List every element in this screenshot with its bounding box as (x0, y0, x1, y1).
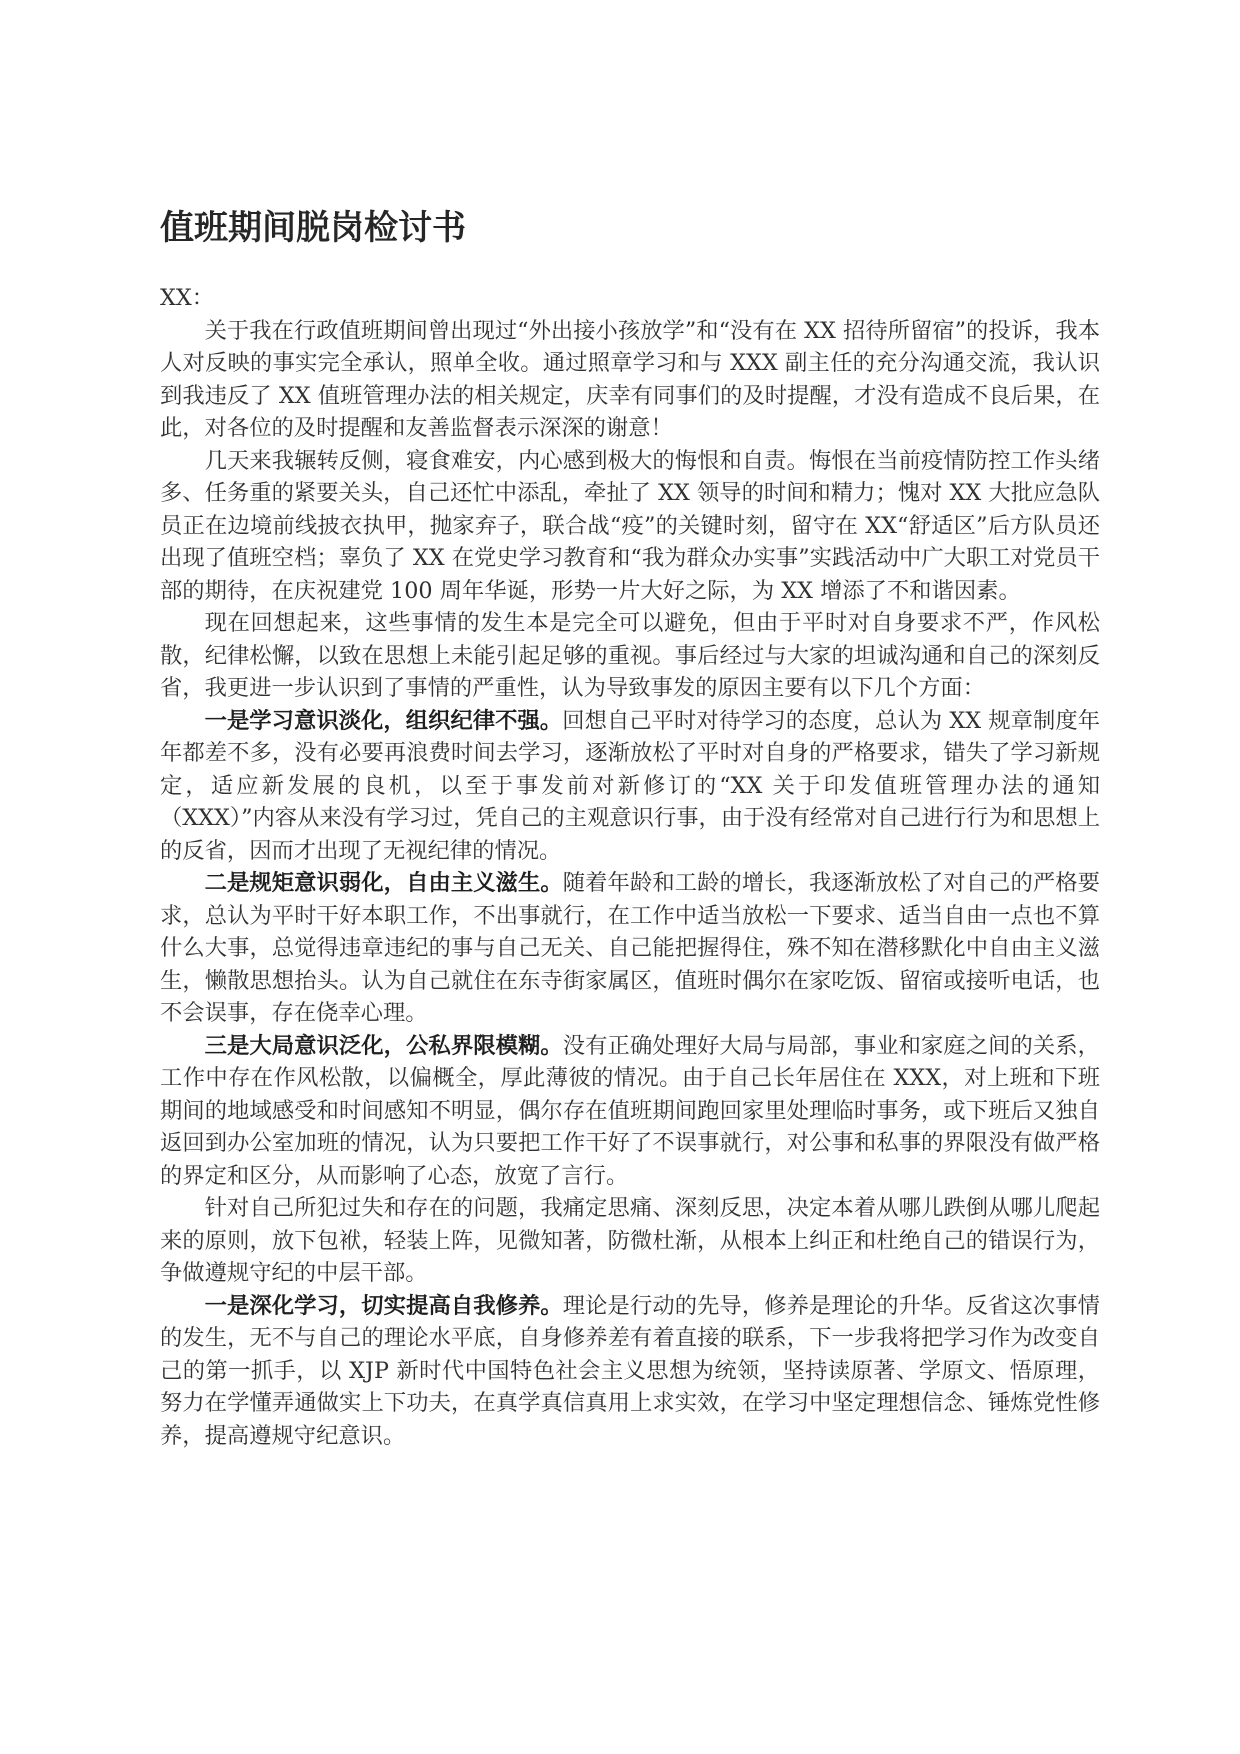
paragraph-text: 几天来我辗转反侧，寝食难安，内心感到极大的悔恨和自责。悔恨在当前疫情防控工作头绪多、任务重的紧要关头，自己还忙中添乱，牵扯了 XX 领导的时间和精力；愧对 XX 大批应急队员正在边境前线披衣执甲，抛家弃子，联合战“疫”的关键时刻，留守在 XX“舒适区”后方队员还出现了值班空档；辜负了 XX 在党史学习教育和“我为群众办实事”实践活动中广大职工对党员干部的期待，在庆祝建党 100 周年华诞，形势一片大好之际，为 XX 增添了不和谐因素。 (160, 447, 1100, 604)
paragraph-text: 理论是行动的先导，修养是理论的升华。反省这次事情的发生，无不与自己的理论水平底，自身修养差有着直接的联系，下一步我将把学习作为改变自己的第一抓手，以 XJP 新时代中国特色社会主义思想为统领，坚持读原著、学原文、悟原理，努力在学懂弄通做实上下功夫，在真学真信真用上求实效，在学习中坚定理想信念、锤炼党性修养，提高遵规守纪意识。 (160, 1292, 1100, 1449)
paragraph (160, 1290, 1100, 1453)
paragraph-text: 没有正确处理好大局与局部，事业和家庭之间的关系，工作中存在作风松散，以偏概全，厚此薄彼的情况。由于自己长年居住在 XXX，对上班和下班期间的地域感受和时间感知不明显，偶尔存在值班期间跑回家里处理临时事务，或下班后又独自返回到办公室加班的情况，认为只要把工作干好了不误事就行，对公事和私事的界限没有做严格的界定和区分，从而影响了心态，放宽了言行。 (160, 1032, 1100, 1189)
paragraph-text: 关于我在行政值班期间曾出现过“外出接小孩放学”和“没有在 XX 招待所留宿”的投诉，我本人对反映的事实完全承认，照单全收。通过照章学习和与 XXX 副主任的充分沟通交流，我认识到我违反了 XX 值班管理办法的相关规定，庆幸有同事们的及时提醒，才没有造成不良后果，在此，对各位的及时提醒和友善监督表示深深的谢意！ (160, 317, 1100, 441)
paragraph-heading: 二是规矩意识弱化，自由主义滋生。 (204, 870, 563, 896)
paragraph-text: 回想自己平时对待学习的态度，总认为 XX 规章制度年年都差不多，没有必要再浪费时间去学习，逐渐放松了平时对自身的严格要求，错失了学习新规定，适应新发展的良机，以至于事发前对新修订的“XX 关于印发值班管理办法的通知（XXX）”内容从来没有学习过，凭自己的主观意识行事，由于没有经常对自己进行行为和思想上的反省，因而才出现了无视纪律的情况。 (160, 707, 1100, 864)
paragraph-text: 现在回想起来，这些事情的发生本是完全可以避免，但由于平时对自身要求不严，作风松散，纪律松懈，以致在思想上未能引起足够的重视。事后经过与大家的坦诚沟通和自己的深刻反省，我更进一步认识到了事情的严重性，认为导致事发的原因主要有以下几个方面： (160, 610, 1100, 701)
paragraph-text: 针对自己所犯过失和存在的问题，我痛定思痛、深刻反思，决定本着从哪儿跌倒从哪儿爬起来的原则，放下包袱，轻装上阵，见微知著，防微杜渐，从根本上纠正和杜绝自己的错误行为，争做遵规守纪的中层干部。 (160, 1195, 1100, 1286)
document-title: 值班期间脱岗检讨书 (160, 208, 466, 248)
paragraph-heading: 三是大局意识泛化，公私界限模糊。 (204, 1032, 563, 1059)
paragraph (160, 705, 1100, 868)
paragraph (160, 315, 1100, 445)
paragraph-heading: 一是深化学习，切实提高自我修养。 (204, 1292, 563, 1319)
paragraph (160, 1030, 1100, 1193)
paragraph (160, 445, 1100, 608)
salutation: XX： (160, 285, 215, 311)
paragraph-heading: 一是学习意识淡化，组织纪律不强。 (204, 707, 563, 734)
paragraph (160, 607, 1100, 705)
document-body (160, 282, 1100, 1452)
paragraph (160, 867, 1100, 1030)
paragraph-text: 随着年龄和工龄的增长，我逐渐放松了对自己的严格要求，总认为平时干好本职工作，不出事就行，在工作中适当放松一下要求、适当自由一点也不算什么大事，总觉得违章违纪的事与自己无关、自己能把握得住，殊不知在潜移默化中自由主义滋生，懒散思想抬头。认为自己就住在东寺街家属区，值班时偶尔在家吃饭、留宿或接听电话，也不会误事，存在侥幸心理。 (160, 870, 1100, 1026)
paragraph (160, 1192, 1100, 1290)
